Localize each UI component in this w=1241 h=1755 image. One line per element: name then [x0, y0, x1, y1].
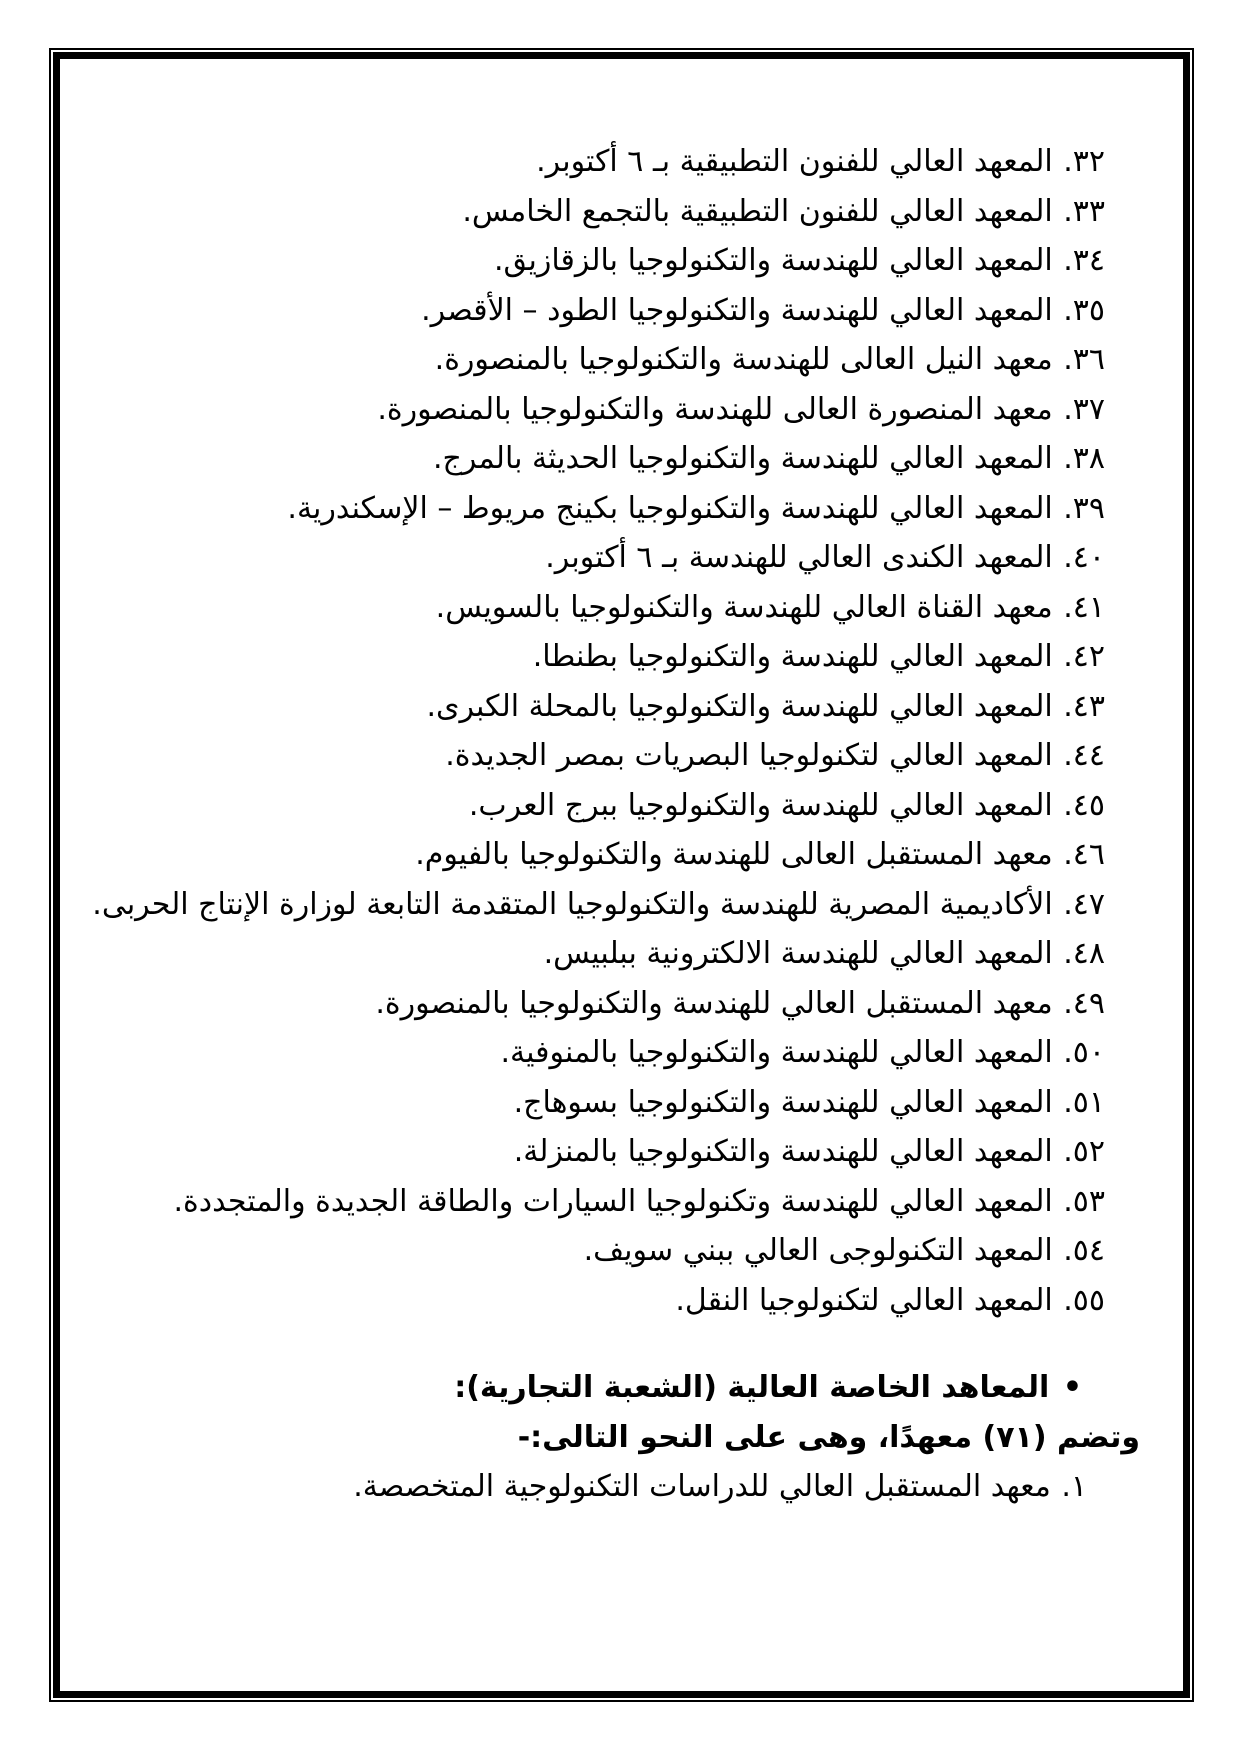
list-item	[68, 1276, 1161, 1326]
item-text: المعهد العالي للهندسة والتكنولوجيا ببرج العرب.	[468, 787, 1053, 823]
item-number: ٤٤.	[1063, 738, 1105, 773]
item-text: المعهد العالي للهندسة والتكنولوجيا بالمحلة الكبرى.	[426, 688, 1053, 724]
list-item	[68, 929, 1161, 979]
item-number: ٤٢.	[1063, 639, 1105, 674]
item-number: ٣٧.	[1063, 391, 1105, 427]
item-number: ٣٨.	[1063, 441, 1105, 476]
list-item	[68, 1462, 1161, 1512]
commercial-institutes-list	[68, 1462, 1161, 1512]
list-item	[68, 1226, 1161, 1276]
item-text: المعهد العالي للهندسة والتكنولوجيا بكينج مريوط – الإسكندرية.	[287, 490, 1053, 526]
item-number: ٣٤.	[1063, 243, 1105, 278]
list-item	[68, 1127, 1161, 1177]
list-item	[68, 1078, 1161, 1128]
list-item	[68, 682, 1161, 732]
section-heading-line	[68, 1363, 1161, 1413]
item-text: المعهد العالي للهندسة والتكنولوجيا بالمنزلة.	[513, 1134, 1053, 1169]
item-text: المعهد العالي للهندسة والتكنولوجيا بالزقازيق.	[493, 243, 1053, 278]
item-text: معهد المستقبل العالي للدراسات التكنولوجية المتخصصة.	[353, 1469, 1051, 1504]
item-text: معهد النيل العالى للهندسة والتكنولوجيا بالمنصورة.	[434, 342, 1053, 377]
list-item	[68, 830, 1161, 880]
item-text: المعهد التكنولوجى العالي ببني سويف.	[583, 1233, 1053, 1268]
item-number: ٥٤.	[1063, 1233, 1105, 1268]
list-item	[68, 385, 1161, 435]
item-text: معهد المستقبل العالي للهندسة والتكنولوجيا بالمنصورة.	[375, 985, 1053, 1021]
institutes-list	[68, 137, 1161, 1325]
item-text: المعهد العالي للهندسة الالكترونية ببلبيس.	[543, 936, 1053, 971]
list-item	[68, 286, 1161, 336]
item-text: المعهد الكندى العالي للهندسة بـ ٦ أكتوبر.	[545, 540, 1053, 575]
page-border-frame	[53, 52, 1190, 1698]
section-subheading: وتضم (٧١) معهدًا، وهى على النحو التالى:-	[517, 1419, 1140, 1455]
item-number: ٣٥.	[1063, 292, 1105, 328]
item-text: المعهد العالي للهندسة وتكنولوجيا السيارات والطاقة الجديدة والمتجددة.	[173, 1183, 1053, 1219]
list-item	[68, 1028, 1161, 1078]
item-text: المعهد العالي للهندسة والتكنولوجيا الطود – الأقصر.	[421, 292, 1053, 328]
item-number: ٤٧.	[1063, 886, 1105, 922]
list-item	[68, 583, 1161, 633]
item-number: ٤٦.	[1063, 837, 1105, 872]
item-number: ٤١.	[1063, 589, 1105, 625]
item-number: ٤٨.	[1063, 936, 1105, 971]
item-text: المعهد العالي للفنون التطبيقية بالتجمع الخامس.	[462, 193, 1053, 229]
item-text: الأكاديمية المصرية للهندسة والتكنولوجيا المتقدمة التابعة لوزارة الإنتاج الحربى.	[92, 886, 1053, 922]
page-content	[60, 59, 1183, 1512]
list-item	[68, 880, 1161, 930]
item-number: ٥٥.	[1063, 1282, 1105, 1318]
item-number: ٥٠.	[1063, 1035, 1105, 1070]
list-item	[68, 335, 1161, 385]
list-item	[68, 434, 1161, 484]
list-item	[68, 236, 1161, 286]
item-text: المعهد العالي لتكنولوجيا البصريات بمصر الجديدة.	[445, 738, 1053, 773]
section-heading: المعاهد الخاصة العالية (الشعبة التجارية):	[454, 1370, 1050, 1405]
item-text: المعهد العالي للهندسة والتكنولوجيا بطنطا.	[532, 639, 1053, 674]
item-number: ٥٢.	[1063, 1134, 1105, 1169]
list-item	[68, 533, 1161, 583]
item-number: ٥٣.	[1063, 1183, 1105, 1219]
item-number: ٣٩.	[1063, 490, 1105, 526]
list-item	[68, 632, 1161, 682]
bullet-icon: •	[1062, 1370, 1082, 1405]
item-number: ٣٣.	[1063, 193, 1105, 229]
item-text: المعهد العالي لتكنولوجيا النقل.	[675, 1282, 1053, 1318]
item-text: معهد المنصورة العالى للهندسة والتكنولوجيا بالمنصورة.	[377, 391, 1053, 427]
list-item	[68, 731, 1161, 781]
list-item	[68, 1177, 1161, 1227]
list-item	[68, 484, 1161, 534]
item-number: ٤٣.	[1063, 688, 1105, 724]
item-number: ١.	[1061, 1469, 1087, 1504]
item-text: المعهد العالي للهندسة والتكنولوجيا بالمنوفية.	[500, 1035, 1053, 1070]
item-text: معهد المستقبل العالى للهندسة والتكنولوجيا بالفيوم.	[415, 837, 1053, 872]
list-item	[68, 781, 1161, 831]
item-number: ٣٢.	[1063, 144, 1105, 179]
item-number: ٥١.	[1063, 1084, 1105, 1120]
item-number: ٤٠.	[1063, 540, 1105, 575]
list-item	[68, 137, 1161, 187]
list-item	[68, 187, 1161, 237]
item-text: معهد القناة العالي للهندسة والتكنولوجيا بالسويس.	[435, 589, 1053, 625]
item-text: المعهد العالي للهندسة والتكنولوجيا بسوهاج.	[513, 1084, 1053, 1120]
item-number: ٤٥.	[1063, 787, 1105, 823]
item-number: ٣٦.	[1063, 342, 1105, 377]
list-item	[68, 979, 1161, 1029]
item-text: المعهد العالي للهندسة والتكنولوجيا الحديثة بالمرج.	[433, 441, 1053, 476]
item-number: ٤٩.	[1063, 985, 1105, 1021]
commercial-section	[68, 1363, 1161, 1512]
item-text: المعهد العالي للفنون التطبيقية بـ ٦ أكتوبر.	[536, 144, 1053, 179]
